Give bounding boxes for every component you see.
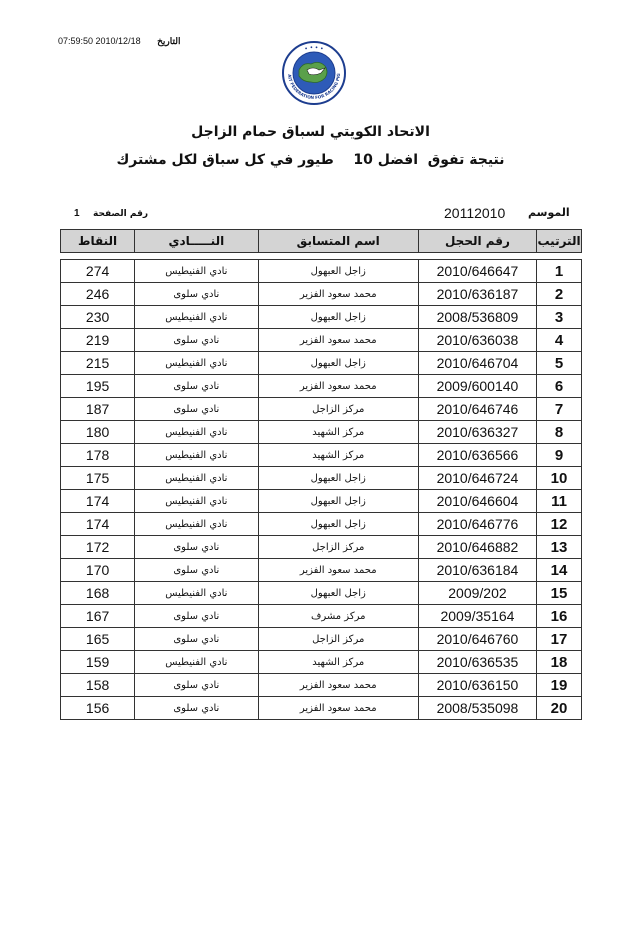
club-cell: نادي الفنيطيس (135, 490, 258, 513)
table-row (61, 674, 582, 697)
rank-cell: 15 (537, 582, 582, 605)
rank-cell: 19 (537, 674, 582, 697)
ring-number-cell: 2010/646724 (418, 467, 536, 490)
report-date-value: 07:59:50 2010/12/18 (58, 36, 141, 46)
points-cell: 156 (61, 697, 135, 720)
competitor-name-cell: زاجل العبهول (258, 352, 418, 375)
club-cell: نادي الفنيطيس (135, 444, 258, 467)
rank-cell: 16 (537, 605, 582, 628)
table-row (61, 352, 582, 375)
table-row (61, 375, 582, 398)
table-row (61, 605, 582, 628)
club-cell: نادي الفنيطيس (135, 352, 258, 375)
logo-text: AIT FEDERATION FOR RACING PIG (286, 73, 342, 101)
competitor-name-cell: زاجل العبهول (258, 582, 418, 605)
club-cell: نادي سلوى (135, 375, 258, 398)
header-rank: الترتيب (537, 230, 582, 253)
table-row (61, 536, 582, 559)
competitor-name-cell: محمد سعود الفزير (258, 697, 418, 720)
club-cell: نادي الفنيطيس (135, 467, 258, 490)
rank-cell: 10 (537, 467, 582, 490)
ring-number-cell: 2010/646882 (418, 536, 536, 559)
ring-number-cell: 2010/636150 (418, 674, 536, 697)
competitor-name-cell: محمد سعود الفزير (258, 375, 418, 398)
header-club: النـــــادي (135, 230, 258, 253)
table-row (61, 467, 582, 490)
points-cell: 158 (61, 674, 135, 697)
table-row (61, 628, 582, 651)
ring-number-cell: 2010/646746 (418, 398, 536, 421)
ring-number-cell: 2010/646776 (418, 513, 536, 536)
points-cell: 230 (61, 306, 135, 329)
page-number-value: 1 (74, 208, 80, 219)
table-row (61, 421, 582, 444)
points-cell: 180 (61, 421, 135, 444)
ring-number-cell: 2009/600140 (418, 375, 536, 398)
ring-number-cell: 2008/535098 (418, 697, 536, 720)
points-cell: 170 (61, 559, 135, 582)
rank-cell: 20 (537, 697, 582, 720)
points-cell: 187 (61, 398, 135, 421)
table-row (61, 306, 582, 329)
points-cell: 274 (61, 260, 135, 283)
federation-logo (281, 40, 347, 106)
points-cell: 215 (61, 352, 135, 375)
rank-cell: 18 (537, 651, 582, 674)
table-row (61, 283, 582, 306)
page-subtitle: نتيجة تفوق افضل 10 طيور في كل سباق لكل مشترك (116, 152, 505, 168)
points-cell: 174 (61, 490, 135, 513)
competitor-name-cell: زاجل العبهول (258, 260, 418, 283)
competitor-name-cell: محمد سعود الفزير (258, 559, 418, 582)
ring-number-cell: 2010/636327 (418, 421, 536, 444)
club-cell: نادي الفنيطيس (135, 582, 258, 605)
competitor-name-cell: مركز الزاجل (258, 536, 418, 559)
rank-cell: 2 (537, 283, 582, 306)
club-cell: نادي سلوى (135, 398, 258, 421)
points-cell: 174 (61, 513, 135, 536)
club-cell: نادي سلوى (135, 605, 258, 628)
ring-number-cell: 2010/636535 (418, 651, 536, 674)
competitor-name-cell: مركز الزاجل (258, 628, 418, 651)
points-cell: 219 (61, 329, 135, 352)
report-date-label: التاريخ (157, 36, 181, 46)
points-cell: 175 (61, 467, 135, 490)
club-cell: نادي سلوى (135, 283, 258, 306)
report-date (58, 36, 180, 47)
rank-cell: 12 (537, 513, 582, 536)
points-cell: 168 (61, 582, 135, 605)
competitor-name-cell: مركز الشهيد (258, 444, 418, 467)
season-label: الموسم (528, 206, 570, 219)
points-cell: 165 (61, 628, 135, 651)
page-number-label: رقم الصفحة (93, 209, 149, 219)
club-cell: نادي سلوى (135, 674, 258, 697)
table-row (61, 513, 582, 536)
rank-cell: 8 (537, 421, 582, 444)
club-cell: نادي سلوى (135, 559, 258, 582)
competitor-name-cell: زاجل العبهول (258, 513, 418, 536)
points-cell: 172 (61, 536, 135, 559)
ring-number-cell: 2010/636038 (418, 329, 536, 352)
points-cell: 159 (61, 651, 135, 674)
rank-cell: 14 (537, 559, 582, 582)
club-cell: نادي الفنيطيس (135, 651, 258, 674)
table-body (61, 260, 582, 720)
club-cell: نادي الفنيطيس (135, 306, 258, 329)
ring-number-cell: 2009/202 (418, 582, 536, 605)
table-row (61, 398, 582, 421)
rank-cell: 17 (537, 628, 582, 651)
competitor-name-cell: مركز الشهيد (258, 651, 418, 674)
club-cell: نادي الفنيطيس (135, 421, 258, 444)
page-title: الاتحاد الكويتي لسباق حمام الزاجل (191, 124, 430, 140)
club-cell: نادي الفنيطيس (135, 513, 258, 536)
table-row (61, 697, 582, 720)
rank-cell: 13 (537, 536, 582, 559)
competitor-name-cell: مركز مشرف (258, 605, 418, 628)
rank-cell: 7 (537, 398, 582, 421)
table-row (61, 444, 582, 467)
table-row (61, 260, 582, 283)
rank-cell: 11 (537, 490, 582, 513)
rank-cell: 6 (537, 375, 582, 398)
competitor-name-cell: مركز الزاجل (258, 398, 418, 421)
competitor-name-cell: محمد سعود الفزير (258, 283, 418, 306)
competitor-name-cell: محمد سعود الفزير (258, 329, 418, 352)
competitor-name-cell: زاجل العبهول (258, 490, 418, 513)
results-table (60, 229, 582, 720)
table-row (61, 329, 582, 352)
points-cell: 195 (61, 375, 135, 398)
club-cell: نادي سلوى (135, 329, 258, 352)
club-cell: نادي سلوى (135, 628, 258, 651)
ring-number-cell: 2010/636566 (418, 444, 536, 467)
svg-text:• • • •: • • • • (303, 44, 325, 53)
ring-number-cell: 2010/636184 (418, 559, 536, 582)
ring-number-cell: 2010/646604 (418, 490, 536, 513)
header-points: النقاط (61, 230, 135, 253)
rank-cell: 3 (537, 306, 582, 329)
ring-number-cell: 2010/646704 (418, 352, 536, 375)
header-ring-number: رقم الحجل (418, 230, 536, 253)
competitor-name-cell: مركز الشهيد (258, 421, 418, 444)
table-row (61, 651, 582, 674)
table-row (61, 582, 582, 605)
ring-number-cell: 2010/636187 (418, 283, 536, 306)
ring-number-cell: 2010/646760 (418, 628, 536, 651)
club-cell: نادي الفنيطيس (135, 260, 258, 283)
rank-cell: 4 (537, 329, 582, 352)
club-cell: نادي سلوى (135, 697, 258, 720)
rank-cell: 9 (537, 444, 582, 467)
table-header-row (61, 230, 582, 253)
ring-number-cell: 2009/35164 (418, 605, 536, 628)
table-row (61, 490, 582, 513)
season-value: 20112010 (444, 205, 506, 221)
club-cell: نادي سلوى (135, 536, 258, 559)
ring-number-cell: 2008/536809 (418, 306, 536, 329)
rank-cell: 5 (537, 352, 582, 375)
table-row (61, 559, 582, 582)
competitor-name-cell: زاجل العبهول (258, 306, 418, 329)
header-competitor-name: اسم المتسابق (258, 230, 418, 253)
competitor-name-cell: زاجل العبهول (258, 467, 418, 490)
points-cell: 178 (61, 444, 135, 467)
rank-cell: 1 (537, 260, 582, 283)
points-cell: 167 (61, 605, 135, 628)
points-cell: 246 (61, 283, 135, 306)
competitor-name-cell: محمد سعود الفزير (258, 674, 418, 697)
ring-number-cell: 2010/646647 (418, 260, 536, 283)
